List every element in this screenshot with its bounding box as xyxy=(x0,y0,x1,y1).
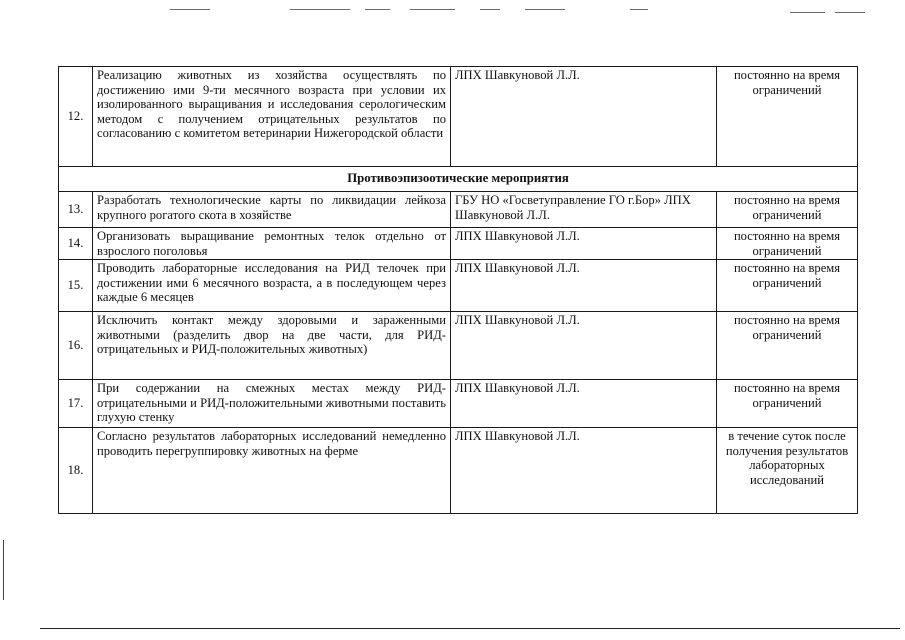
table-row xyxy=(59,380,858,428)
task-cell: Согласно результатов лабораторных исследований немедленно проводить перегруппировку животных на ферме xyxy=(93,428,451,514)
row-number: 17. xyxy=(59,380,93,428)
executor-cell: ГБУ НО «Госветуправление ГО г.Бор» ЛПХ Шавкуновой Л.Л. xyxy=(451,192,717,228)
term-cell: постоянно на время ограничений xyxy=(717,312,858,380)
row-number: 18. xyxy=(59,428,93,514)
section-heading-group xyxy=(59,167,858,192)
scan-bottom-edge xyxy=(40,628,900,629)
term-cell: постоянно на время ограничений xyxy=(717,228,858,260)
row-number: 13. xyxy=(59,192,93,228)
executor-cell: ЛПХ Шавкуновой Л.Л. xyxy=(451,312,717,380)
term-cell: постоянно на время ограничений xyxy=(717,380,858,428)
table-row xyxy=(59,192,858,228)
table-row xyxy=(59,260,858,312)
executor-cell: ЛПХ Шавкуновой Л.Л. xyxy=(451,228,717,260)
table-row xyxy=(59,67,858,167)
task-cell: Проводить лабораторные исследования на РИД телочек при достижении ими 6 месячного возраста, а в последующем через каждые 6 месяцев xyxy=(93,260,451,312)
row-number: 15. xyxy=(59,260,93,312)
table-row xyxy=(59,312,858,380)
executor-cell: ЛПХ Шавкуновой Л.Л. xyxy=(451,380,717,428)
term-cell: постоянно на время ограничений xyxy=(717,260,858,312)
measures-table xyxy=(58,66,858,514)
term-cell: постоянно на время ограничений xyxy=(717,192,858,228)
task-cell: Организовать выращивание ремонтных телок отдельно от взрослого поголовья xyxy=(93,228,451,260)
task-cell: Реализацию животных из хозяйства осуществлять по достижению ими 9-ти месячного возраста при условии их изолированного выращивания и исследования серологическим методом с получением отрицательных результатов по согласованию с комитетом ветеринарии Нижегородской области xyxy=(93,67,451,167)
executor-cell: ЛПХ Шавкуновой Л.Л. xyxy=(451,260,717,312)
executor-cell: ЛПХ Шавкуновой Л.Л. xyxy=(451,428,717,514)
row-number: 14. xyxy=(59,228,93,260)
rows-before-section xyxy=(59,67,858,167)
row-number: 16. xyxy=(59,312,93,380)
table-row xyxy=(59,228,858,260)
rows-after-section xyxy=(59,192,858,514)
section-heading-row xyxy=(59,167,858,192)
scan-left-edge xyxy=(3,540,4,600)
term-cell: постоянно на время ограничений xyxy=(717,67,858,167)
row-number: 12. xyxy=(59,67,93,167)
executor-cell: ЛПХ Шавкуновой Л.Л. xyxy=(451,67,717,167)
table-row xyxy=(59,428,858,514)
task-cell: Исключить контакт между здоровыми и зараженными животными (разделить двор на две части, для РИД-отрицательных и РИД-положительных животных) xyxy=(93,312,451,380)
section-heading: Противоэпизоотические мероприятия xyxy=(59,167,858,192)
task-cell: Разработать технологические карты по ликвидации лейкоза крупного рогатого скота в хозяйстве xyxy=(93,192,451,228)
term-cell: в течение суток после получения результатов лабораторных исследований xyxy=(717,428,858,514)
task-cell: При содержании на смежных местах между РИД-отрицательными и РИД-положительными животными поставить глухую стенку xyxy=(93,380,451,428)
